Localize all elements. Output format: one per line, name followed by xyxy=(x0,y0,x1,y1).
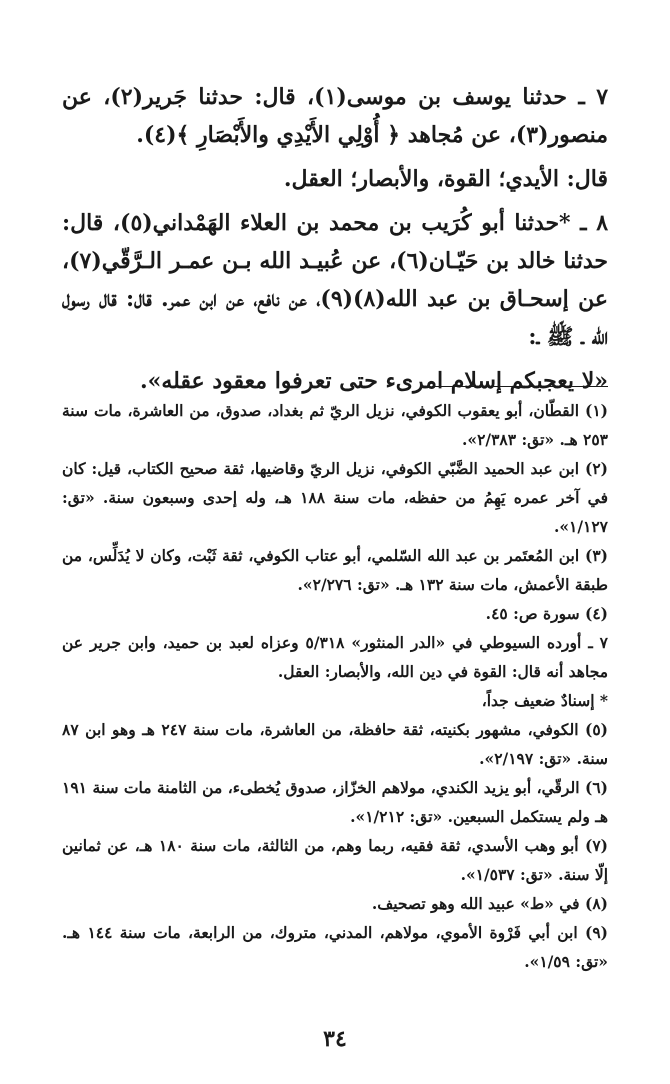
footnote-4: (٤) سورة ص: ٤٥. xyxy=(485,604,608,623)
footnote-9: (٩) ابن أبي فَرْوة الأموي، مولاهم، المدني، متروك، من الرابعة، مات سنة ١٤٤ هـ. «تق: ١/٥٩». xyxy=(62,923,608,971)
footnote-hadith-7: ٧ ـ أورده السيوطي في «الدر المنثور» ٥/٣١٨ وعزاه لعبد بن حميد، وابن جرير عن مجاهد أنه قال: القوة في دين الله، والأبصار: العقل. xyxy=(62,633,608,681)
footnote-isnad: * إسنادٌ ضعيف جداً، xyxy=(481,691,608,710)
hadith-7: ٧ ـ حدثنا يوسف بن موسى(١)، قال: حدثنا جَرير(٢)، عن منصور(٣)، عن مُجاهد ﴿ أُوْلِي الأَيْدِي والأَبْصَارِ ﴾(٤). xyxy=(62,84,609,148)
footnote-7: (٧) أبو وهب الأسدي، ثقة فقيه، ربما وهم، من الثالثة، مات سنة ١٨٠ هـ، عن ثمانين إلّا سنة. «تق: ١/٥٣٧». xyxy=(62,836,609,884)
hadith-8: ٨ ـ *حدثنا أبو كُرَيب بن محمد بن العلاء الهَمْداني(٥)، قال: حدثنا خالد بن حَيّـان(٦)، عن عُبيـد الله بـن عمـر الـرَّقّي(٧)، عن إسحـاق بن عبد الله(٨)(٩)، عن نافع، عن ابن عمر. قال: قال رسول الله ـ ﷺ ـ: xyxy=(62,210,609,350)
footnote-1: (١) القطّان، أبو يعقوب الكوفي، نزيل الريّ ثم بغداد، صدوق، من العاشرة، مات سنة ٢٥٣ هـ. «تق: ٢/٣٨٣». xyxy=(62,401,608,449)
footnote-2: (٢) ابن عبد الحميد الضَّبّي الكوفي، نزيل الريّ وقاضيها، ثقة صحيح الكتاب، قيل: كان في آخر عمره يَهِمُ من حفظه، مات سنة ١٨٨ هـ، وله إحدى وسبعون سنة. «تق: ١/١٢٧». xyxy=(62,459,608,536)
footnote-5: (٥) الكوفي، مشهور بكنيته، ثقة حافظة، من العاشرة، مات سنة ٢٤٧ هـ وهو ابن ٨٧ سنة. «تق: ٢/١٩٧». xyxy=(62,720,608,768)
footnote-3: (٣) ابن المُعتَمر بن عبد الله السّلمي، أبو عتاب الكوفي، ثقة ثَبْت، وكان لا يُدَلِّس، من طبقة الأعمش، مات سنة ١٣٢ هـ. «تق: ٢/٢٧٦». xyxy=(62,546,608,594)
footnotes xyxy=(62,396,608,976)
hadith-8-quote: «لا يعجبكم إسلام امرىء حتى تعرفوا معقود عقله». xyxy=(139,368,608,394)
footnote-6: (٦) الرقّي، أبو يزيد الكندي، مولاهم الخزّاز، صدوق يُخطىء، من الثامنة مات سنة ١٩١ هـ ولم يستكمل السبعين. «تق: ١/٢١٢». xyxy=(62,778,608,826)
page-number: ٣٤ xyxy=(323,1026,347,1052)
footnote-separator xyxy=(432,386,608,387)
commentary: قال: الأيدي؛ القوة، والأبصار؛ العقل. xyxy=(283,166,608,192)
footnote-8: (٨) في «ط» عبيد الله وهو تصحيف. xyxy=(371,894,608,913)
main-text xyxy=(62,78,608,406)
